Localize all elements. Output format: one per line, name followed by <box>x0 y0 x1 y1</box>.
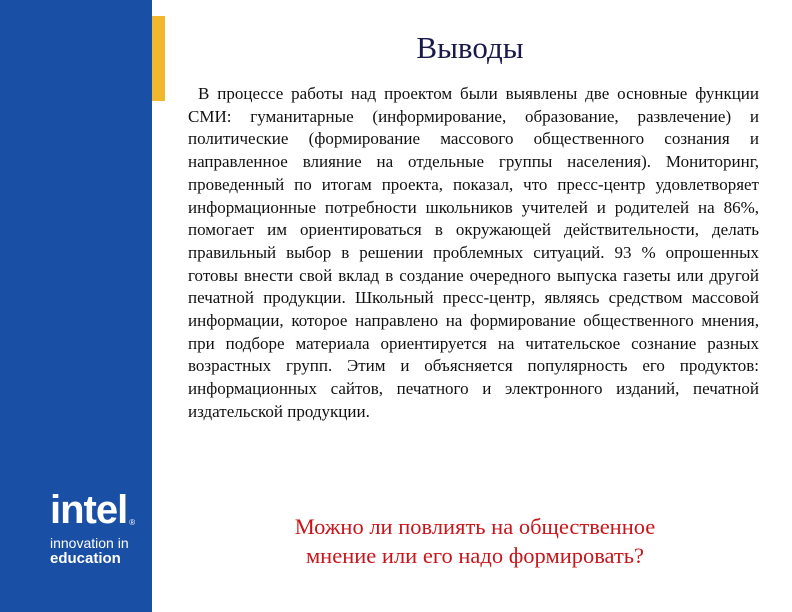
question-line-2: мнение или его надо формировать? <box>305 543 645 568</box>
accent-bar <box>152 16 165 101</box>
intel-logo <box>50 490 150 566</box>
logo-tagline-line1: innovation in <box>50 535 129 551</box>
logo-wordmark: intel <box>50 488 128 532</box>
slide-title: Выводы <box>416 30 524 65</box>
question-line-1: Можно ли повлиять на общественное <box>294 514 656 539</box>
logo-registered-mark: ® <box>129 518 136 527</box>
logo-tagline <box>50 536 150 566</box>
logo-tagline-line2: education <box>50 550 121 567</box>
body-paragraph: В процессе работы над проектом были выявлены две основные функции СМИ: гуманитарные (информирование, образование, развлечение) и политические (формирование массового общественного сознания и направленное влияние на отдельные группы населения). Мониторинг, проведенный по итогам проекта, показал, что пресс-центр удовлетворяет информационные потребности школьников учителей и родителей на 86%, помогает им ориентироваться в окружающей действительности, делать правильный выбор в решении проблемных ситуаций. 93 % опрошенных готовы внести свой вклад в создание очередного выпуска газеты или другой печатной продукции. Школьный пресс-центр, являясь средством массовой информации, которое направлено на формирование общественного мнения, при подборе материала ориентируется на читательское сознание разных возрастных групп. Этим и объясняется популярность его продуктов: информационных сайтов, печатного и электронного изданий, печатной издательской продукции. <box>188 84 759 421</box>
closing-question <box>220 512 730 570</box>
